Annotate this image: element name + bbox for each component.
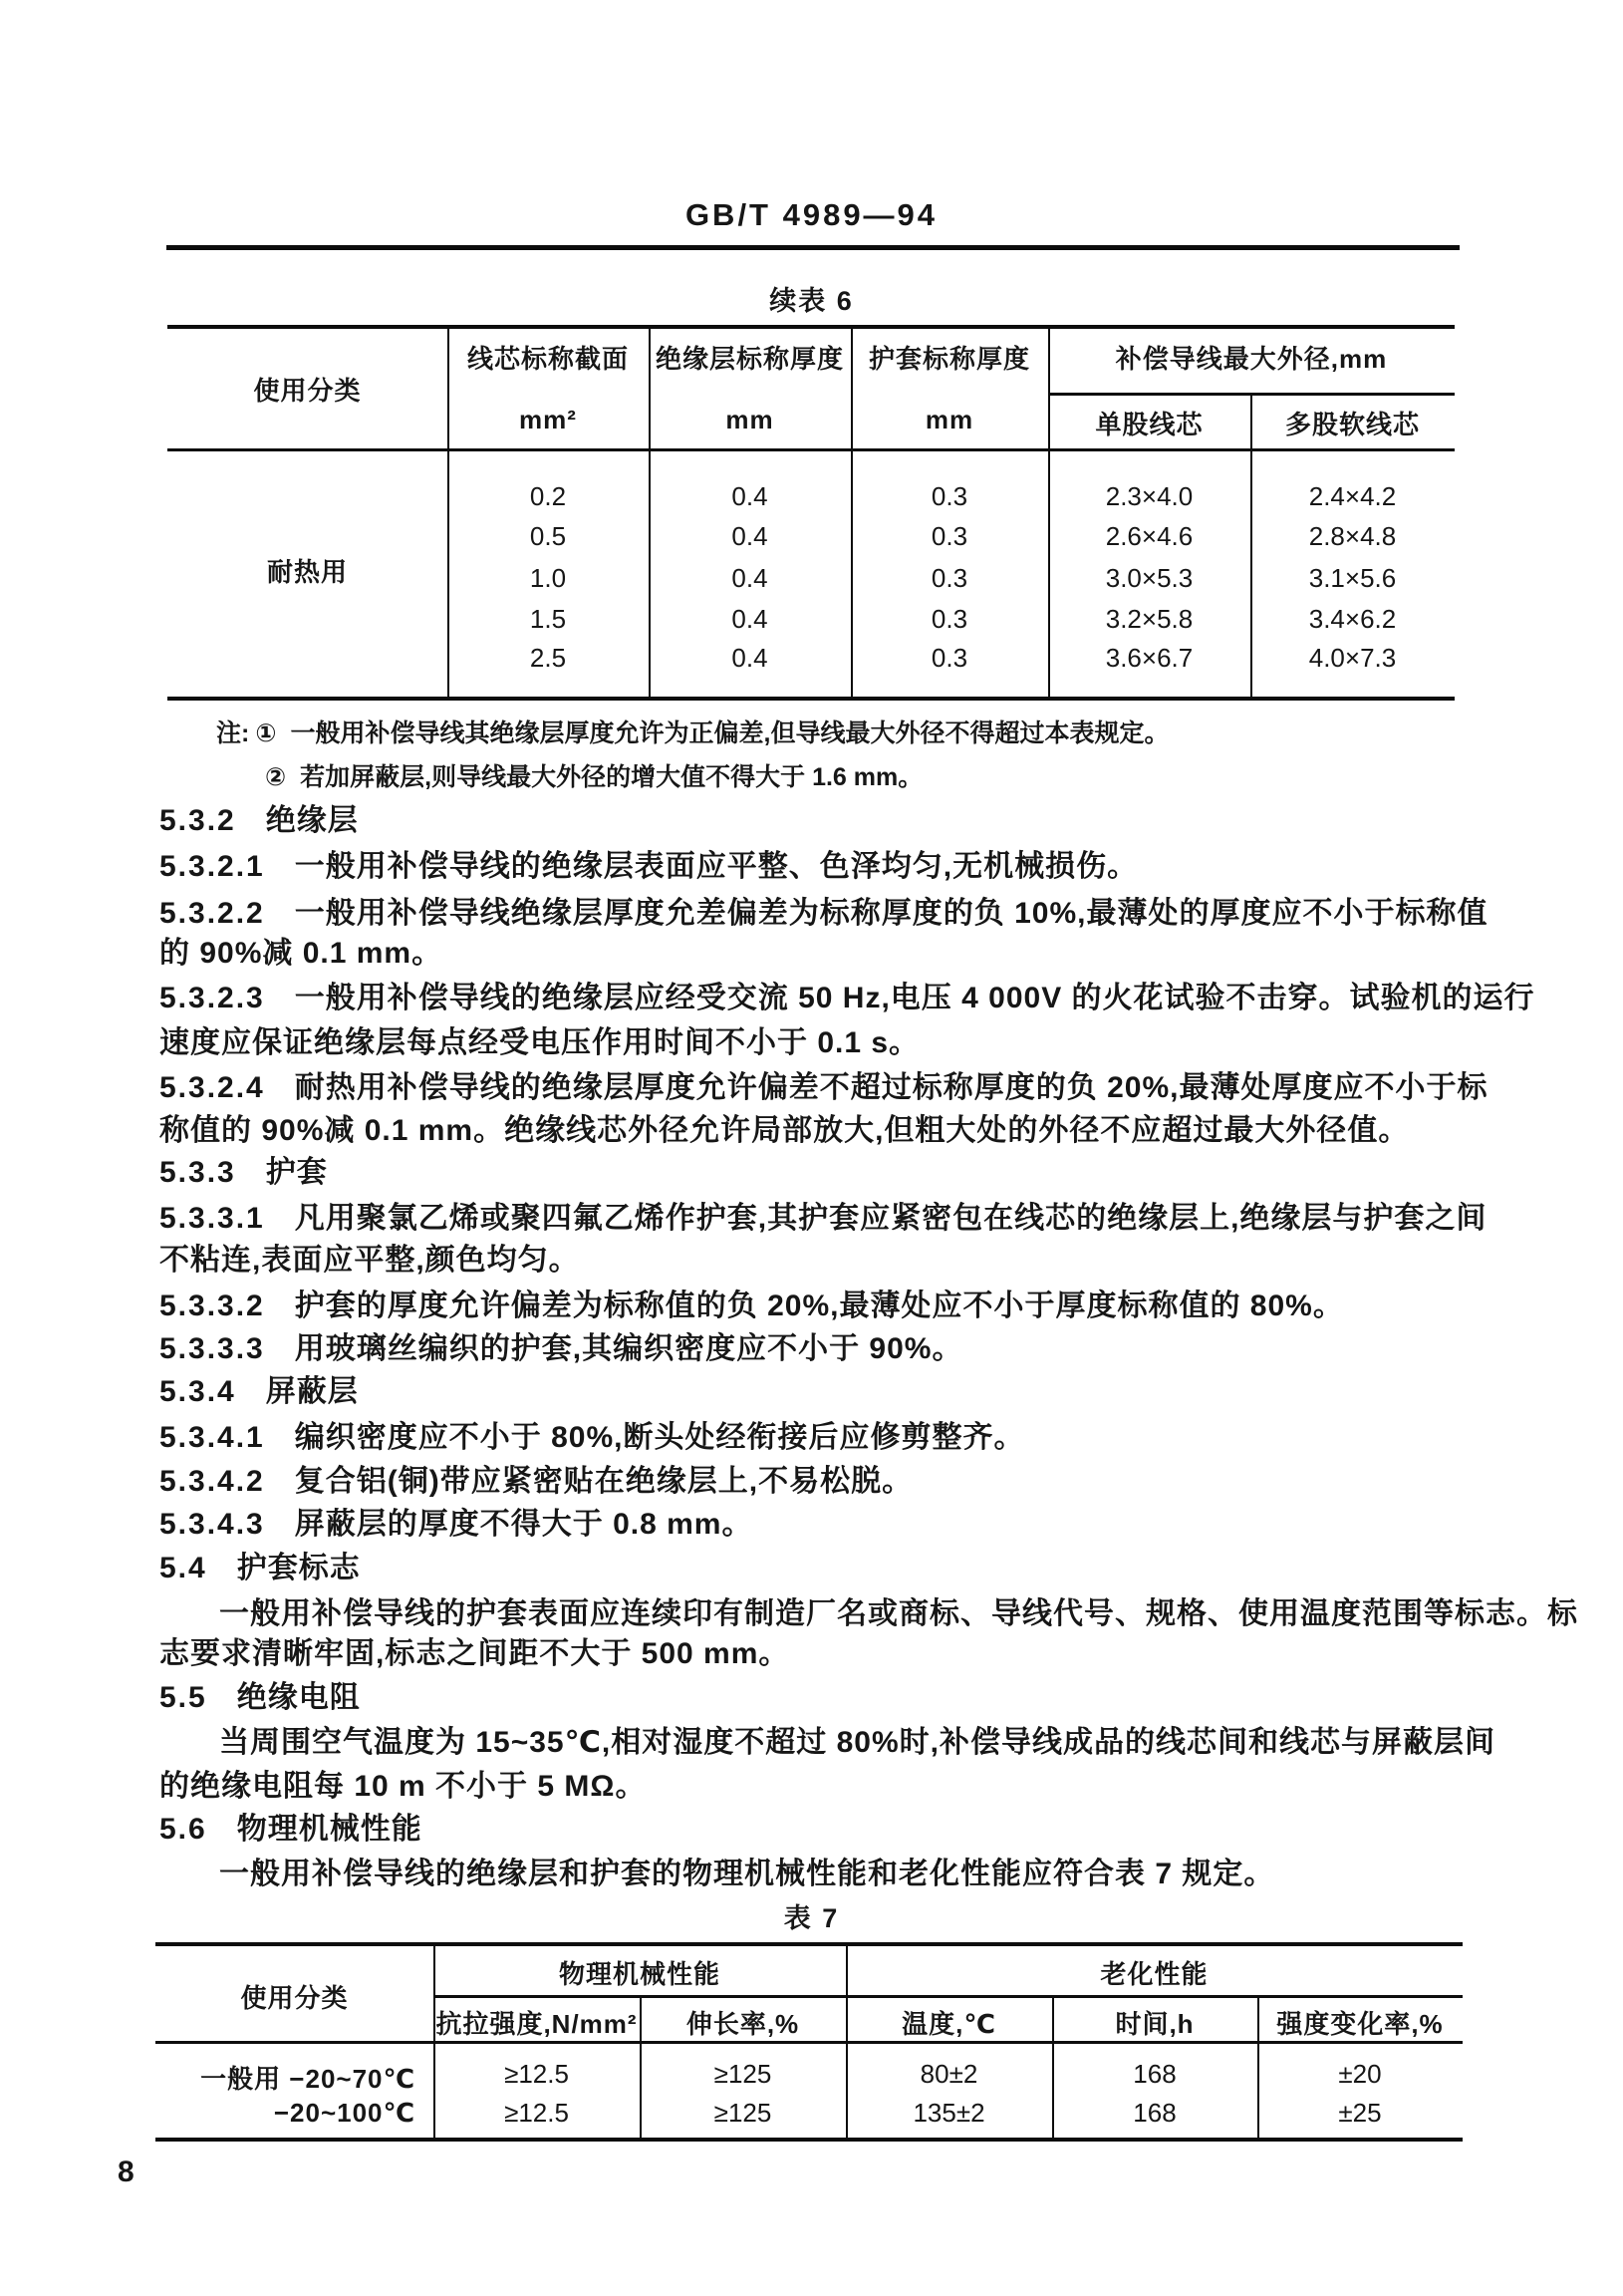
table7-header-group-aging: 老化性能	[1100, 1959, 1209, 1989]
section-clause	[159, 973, 1535, 1016]
circled-2-marker: ②	[265, 763, 287, 791]
table6-top-border	[167, 325, 1455, 329]
table-cell: 168	[1133, 2098, 1177, 2128]
table-cell: ≥12.5	[504, 2098, 569, 2128]
table6-header-insulation-unit: mm	[725, 405, 774, 434]
section-number: 5.3.3	[159, 1156, 236, 1189]
section-text: 屏蔽层的厚度不得大于 0.8 mm。	[294, 1508, 753, 1541]
paragraph-line	[219, 1717, 1495, 1761]
table-cell: 3.4×6.2	[1308, 604, 1397, 634]
table7-group-separator	[433, 1995, 1463, 1998]
section-clause	[159, 1193, 1487, 1237]
table6-header-separator	[167, 448, 1455, 451]
table-cell: 0.4	[731, 604, 768, 634]
table-cell: 0.4	[731, 643, 768, 673]
table-cell: 0.3	[931, 481, 968, 511]
table6-bottom-border	[167, 697, 1455, 701]
table-cell: 0.5	[529, 521, 567, 551]
section-clause	[159, 841, 1138, 885]
table-cell: 2.4×4.2	[1308, 481, 1397, 511]
table7-bottom-border	[155, 2138, 1463, 2142]
section-number: 5.3.3.3	[159, 1332, 265, 1365]
table6-header-max-od: 补偿导线最大外径,mm	[1115, 344, 1388, 374]
section-text: 一般用补偿导线的护套表面应连续印有制造厂名或商标、导线代号、规格、使用温度范围等标志。标	[219, 1597, 1578, 1630]
note-text: 一般用补偿导线其绝缘层厚度允许为正偏差,但导线最大外径不得超过本表规定。	[290, 719, 1170, 747]
section-number: 5.3.2.4	[159, 1071, 265, 1104]
section-text: 一般用补偿导线的绝缘层应经受交流 50 Hz,电压 4 000V 的火花试验不击穿。试验机的运行	[294, 982, 1535, 1014]
table-cell: 0.3	[931, 521, 968, 551]
section-text: 的绝缘电阻每 10 m 不小于 5 MΩ。	[159, 1770, 647, 1803]
table-cell: 135±2	[913, 2098, 985, 2128]
section-number: 5.3.4	[159, 1375, 236, 1408]
section-number: 5.3.4.3	[159, 1508, 265, 1541]
section-text: 护套	[265, 1156, 328, 1189]
table7-header-tensile: 抗拉强度,N/mm²	[435, 2009, 638, 2039]
table-cell: 0.3	[931, 604, 968, 634]
table-cell: ±20	[1338, 2059, 1382, 2089]
table-cell: 2.3×4.0	[1105, 481, 1194, 511]
paragraph-line	[219, 1588, 1578, 1632]
section-text: 一般用补偿导线的绝缘层表面应平整、色泽均匀,无机械损伤。	[294, 850, 1139, 883]
section-clause	[159, 1412, 1024, 1456]
table-cell: 4.0×7.3	[1308, 643, 1397, 673]
table-cell: 2.8×4.8	[1308, 521, 1397, 551]
section-number: 5.3.2.2	[159, 897, 265, 930]
table-cell: 168	[1133, 2059, 1177, 2089]
section-text: 编织密度应不小于 80%,断头处经衔接后应修剪整齐。	[294, 1421, 1025, 1454]
section-text: 速度应保证绝缘层每点经受电压作用时间不小于 0.1 s。	[159, 1026, 921, 1059]
table-cell: ≥125	[713, 2098, 772, 2128]
section-text: 护套标志	[236, 1552, 361, 1584]
section-number: 5.4	[159, 1552, 207, 1584]
section-number: 5.3.4.1	[159, 1421, 265, 1454]
section-heading	[159, 795, 359, 839]
table6-title: 续表 6	[769, 286, 854, 316]
section-text: 用玻璃丝编织的护套,其编织密度应不小于 90%。	[294, 1332, 963, 1365]
section-number: 5.3.3.1	[159, 1202, 265, 1235]
table7-header-strength-change: 强度变化率,%	[1276, 2009, 1444, 2039]
section-text: 志要求清晰牢固,标志之间距不大于 500 mm。	[159, 1637, 790, 1670]
table-cell: 0.4	[731, 481, 768, 511]
table-cell: ±25	[1338, 2098, 1382, 2128]
table7-header-separator	[155, 2041, 1463, 2044]
note-text: 若加屏蔽层,则导线最大外径的增大值不得大于 1.6 mm。	[300, 763, 924, 791]
section-number: 5.3.4.2	[159, 1465, 265, 1498]
section-heading	[159, 1804, 422, 1848]
table6	[167, 325, 1455, 701]
table-cell: 0.3	[931, 563, 968, 593]
section-heading	[159, 1543, 361, 1586]
table6-header-cross-section-unit: mm²	[519, 405, 577, 434]
section-clause	[159, 888, 1488, 932]
table-cell: 3.6×6.7	[1105, 643, 1194, 673]
clause-continuation	[159, 1105, 1409, 1149]
table7-title: 表 7	[783, 1903, 840, 1933]
clause-continuation	[159, 1761, 646, 1805]
section-heading	[159, 1672, 361, 1716]
table6-note-2	[265, 757, 923, 793]
table6-header-sheath: 护套标称厚度	[868, 344, 1030, 374]
section-text: 一般用补偿导线绝缘层厚度允差偏差为标称厚度的负 10%,最薄处的厚度应不小于标称值	[294, 897, 1488, 930]
table-cell: 3.1×5.6	[1308, 563, 1397, 593]
table-cell: 1.5	[529, 604, 567, 634]
section-clause	[159, 1323, 962, 1367]
table-cell: 0.2	[529, 481, 567, 511]
section-text: 称值的 90%减 0.1 mm。绝缘线芯外径允许局部放大,但粗大处的外径不应超过最大外径值。	[159, 1114, 1410, 1147]
section-number: 5.3.3.2	[159, 1290, 265, 1322]
table-cell: 2.5	[529, 643, 567, 673]
table7-header-time: 时间,h	[1115, 2009, 1195, 2039]
section-text: 物理机械性能	[236, 1813, 422, 1846]
section-number: 5.3.2.1	[159, 850, 265, 883]
section-text: 的 90%减 0.1 mm。	[159, 937, 443, 970]
clause-continuation	[159, 1628, 789, 1672]
table6-header-insulation: 绝缘层标称厚度	[655, 344, 844, 374]
note-label: 注:	[216, 719, 250, 747]
page-number: 8	[118, 2155, 135, 2188]
section-text: 绝缘层	[265, 804, 359, 837]
table-cell: ≥12.5	[504, 2059, 569, 2089]
section-heading	[159, 1147, 328, 1191]
table7-top-border	[155, 1942, 1463, 1946]
clause-continuation	[159, 1235, 580, 1279]
table6-header-cross-section: 线芯标称截面	[466, 344, 629, 374]
table-cell: ≥125	[713, 2059, 772, 2089]
table-cell: 0.4	[731, 521, 768, 551]
section-heading	[159, 1366, 359, 1410]
section-text: 一般用补偿导线的绝缘层和护套的物理机械性能和老化性能应符合表 7 规定。	[219, 1858, 1275, 1890]
table-cell-usage: 一般用 −20~70℃	[200, 2064, 415, 2094]
table-cell: 2.6×4.6	[1105, 521, 1194, 551]
circled-1-marker: ①	[255, 719, 277, 747]
table6-header-single-core: 单股线芯	[1095, 410, 1204, 439]
section-text: 耐热用补偿导线的绝缘层厚度允许偏差不超过标称厚度的负 20%,最薄处厚度应不小于标	[294, 1071, 1488, 1104]
table-cell: 1.0	[529, 563, 567, 593]
table-cell: 0.3	[931, 643, 968, 673]
clause-continuation	[159, 928, 442, 972]
table7-header-elongation: 伸长率,%	[685, 2009, 800, 2039]
section-text: 护套的厚度允许偏差为标称值的负 20%,最薄处应不小于厚度标称值的 80%。	[294, 1290, 1344, 1322]
table-cell: 3.0×5.3	[1105, 563, 1194, 593]
section-clause	[159, 1281, 1344, 1324]
section-text: 复合铝(铜)带应紧密贴在绝缘层上,不易松脱。	[294, 1465, 914, 1498]
section-number: 5.5	[159, 1681, 207, 1714]
section-text: 当周围空气温度为 15~35℃,相对湿度不超过 80%时,补偿导线成品的线芯间和线芯与屏蔽层间	[219, 1726, 1495, 1759]
table-cell-usage: −20~100℃	[273, 2098, 415, 2128]
table-cell: 0.4	[731, 563, 768, 593]
section-number: 5.6	[159, 1813, 207, 1846]
table6-header-multi-core: 多股软线芯	[1284, 410, 1420, 439]
clause-continuation	[159, 1017, 920, 1061]
paragraph-line	[219, 1849, 1274, 1892]
section-clause	[159, 1062, 1488, 1106]
table-cell: 3.2×5.8	[1105, 604, 1194, 634]
table7	[155, 1942, 1463, 2142]
table-cell: 80±2	[920, 2059, 978, 2089]
section-text: 凡用聚氯乙烯或聚四氟乙烯作护套,其护套应紧密包在线芯的绝缘层上,绝缘层与护套之间	[294, 1202, 1488, 1235]
table6-row-group-label: 耐热用	[266, 557, 348, 587]
document-code: GB/T 4989—94	[684, 197, 939, 232]
section-number: 5.3.2.3	[159, 982, 265, 1014]
table6-note-1	[216, 714, 1169, 749]
header-rule	[166, 245, 1460, 250]
section-text: 不粘连,表面应平整,颜色均匀。	[159, 1244, 580, 1277]
table7-header-temperature: 温度,℃	[902, 2009, 996, 2039]
section-clause	[159, 1499, 752, 1543]
section-text: 绝缘电阻	[236, 1681, 361, 1714]
table7-header-group-physical: 物理机械性能	[558, 1959, 720, 1989]
table7-header-usage: 使用分类	[240, 1983, 349, 2013]
table6-header-sheath-unit: mm	[925, 405, 974, 434]
section-clause	[159, 1456, 913, 1500]
section-text: 屏蔽层	[265, 1375, 359, 1408]
table6-header-usage: 使用分类	[253, 376, 362, 406]
section-number: 5.3.2	[159, 804, 236, 837]
